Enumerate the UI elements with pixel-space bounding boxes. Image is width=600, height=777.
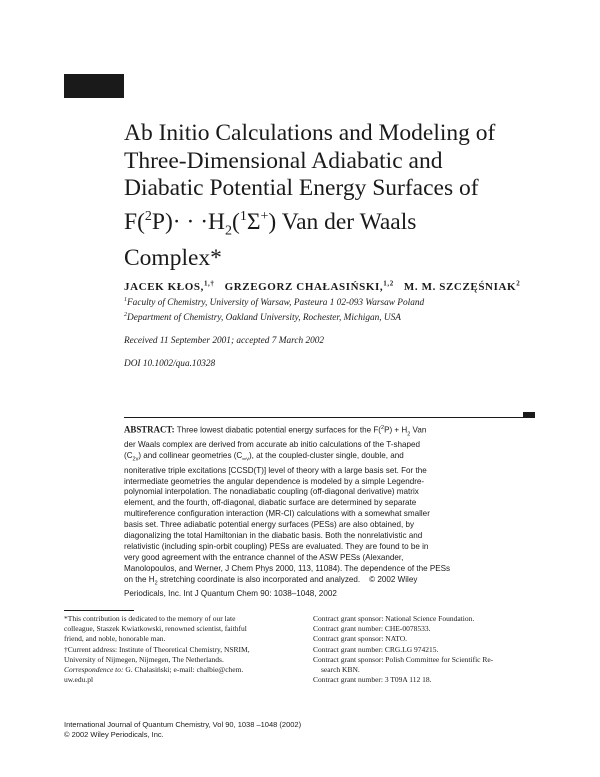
copyright: © 2002 Wiley — [369, 574, 418, 584]
footnote-line: friend, and noble, honorable man. — [64, 634, 166, 644]
grant-line: search KBN. — [321, 665, 360, 675]
journal-copyright: © 2002 Wiley Periodicals, Inc. — [64, 730, 164, 739]
title-line: Diabatic Potential Energy Surfaces of — [124, 175, 479, 201]
paper-title — [124, 120, 544, 272]
journal-citation: International Journal of Quantum Chemistry, Vol 90, 1038 –1048 (2002) — [64, 720, 302, 729]
abstract-rule — [124, 417, 535, 418]
abstract-line: Manolopoulos, and Werner, J Chem Phys 2000, 113, 11084). The dependence of the PESs — [124, 563, 451, 573]
affiliation: $^1$Faculty of Chemistry, University of Warsaw, Pasteura 1 02-093 Warsaw Poland — [124, 297, 425, 309]
footnotes-right — [313, 614, 543, 685]
header-bar — [64, 74, 124, 98]
journal-info — [64, 720, 301, 740]
footnote-line: †Current address: Institute of Theoretical Chemistry, NSRIM, — [64, 644, 250, 654]
abstract-line: element, and the fourth, off-diagonal, diabatic surface are determined by separate — [124, 498, 417, 508]
title-line-formula: $F(^2P)\cdot \cdot \cdot H_2(^1\Sigma^+)$ Van der Waals — [124, 208, 417, 239]
grant-line: Contract grant sponsor: Polish Committee for Scientific Re- — [313, 654, 494, 664]
author: GRZEGORZ CHAŁASIŃSKI,$^{1,2}$ — [224, 279, 394, 293]
abstract-line: ABSTRACT: Three lowest diabatic potential energy surfaces for the $F(^2P) + H_2$ Van — [124, 424, 427, 438]
footnote-line: *This contribution is dedicated to the memory of our late — [64, 614, 236, 623]
abstract-line: very good agreement with the entrance channel of the ASW PESs (Alexander, — [124, 552, 404, 562]
abstract-line: multireference configuration interaction (MR-CI) calculations with a somewhat smaller — [124, 509, 430, 519]
grant-line: Contract grant number: CHE-0078533. — [313, 624, 431, 634]
title-line: Complex* — [124, 244, 222, 271]
title-line: Three-Dimensional Adiabatic and — [124, 147, 443, 174]
abstract-line: polynomial interpolation. The nonadiabatic coupling (off-diagonal derivative) matrix — [124, 487, 419, 497]
title-line: Ab Initio Calculations and Modeling of — [124, 120, 496, 146]
grant-line: Contract grant number: 3 T09A 112 18. — [313, 675, 432, 685]
grant-line: Contract grant sponsor: NATO. — [313, 634, 408, 644]
abstract-heading: ABSTRACT: — [124, 424, 175, 435]
abstract-line: der Waals complex are derived from accurate ab initio calculations of the T-shaped — [124, 440, 421, 450]
grant-line: Contract grant number: CRG.LG 974215. — [313, 644, 439, 654]
affiliation: $^2$Department of Chemistry, Oakland University, Rochester, Michigan, USA — [124, 312, 401, 324]
footnote-rule — [64, 610, 134, 611]
abstract-citation: Periodicals, Inc. Int J Quantum Chem 90: 1038–1048, 2002 — [124, 589, 337, 599]
abstract — [124, 423, 531, 600]
correspondence-email: uw.edu.pl — [64, 675, 94, 685]
abstract-line: diagonalizing the total Hamiltonian in the diabatic basis. Both the nonrelativistic and — [124, 531, 423, 541]
footnote-line: colleague, Staszek Kwiatkowski, renowned scientist, faithful — [64, 624, 247, 634]
abstract-line: basis set. Three adiabatic potential energy surfaces (PESs) are also obtained, by — [124, 520, 415, 530]
author: JACEK KŁOS,$^{1,\dagger}$ — [124, 279, 215, 293]
abstract-line: on the $H_2$ stretching coordinate is also incorporated and analyzed. © 2002 Wiley — [124, 574, 418, 587]
received-dates: Received 11 September 2001; accepted 7 March 2002 — [124, 336, 325, 346]
correspondence: Correspondence to: G. Chałasiński; e-mail: chalbie@chem. — [64, 665, 244, 675]
doi: DOI 10.1002/qua.10328 — [124, 359, 216, 369]
footnotes-left — [64, 614, 304, 685]
abstract-line: intermediate geometries the angular dependence is modeled by a simple Legendre- — [124, 476, 425, 486]
grant-line: Contract grant sponsor: National Science Foundation. — [313, 614, 475, 623]
footnote-line: University of Nijmegen, Nijmegen, The Netherlands. — [64, 654, 224, 664]
abstract-line: $(C_{2v})$ and collinear geometries $(C_{\infty v})$, at the coupled-cluster single, double, and — [124, 451, 404, 463]
abstract-line: noniterative triple excitations [CCSD(T)] level of theory with a large basis set. For the — [124, 465, 427, 475]
author-list — [124, 279, 564, 293]
abstract-line: relativistic (including spin-orbit coupling) PESs are evaluated. They are found to be in — [124, 541, 429, 551]
author: M. M. SZCZĘŚNIAK$^2$ — [403, 279, 521, 293]
